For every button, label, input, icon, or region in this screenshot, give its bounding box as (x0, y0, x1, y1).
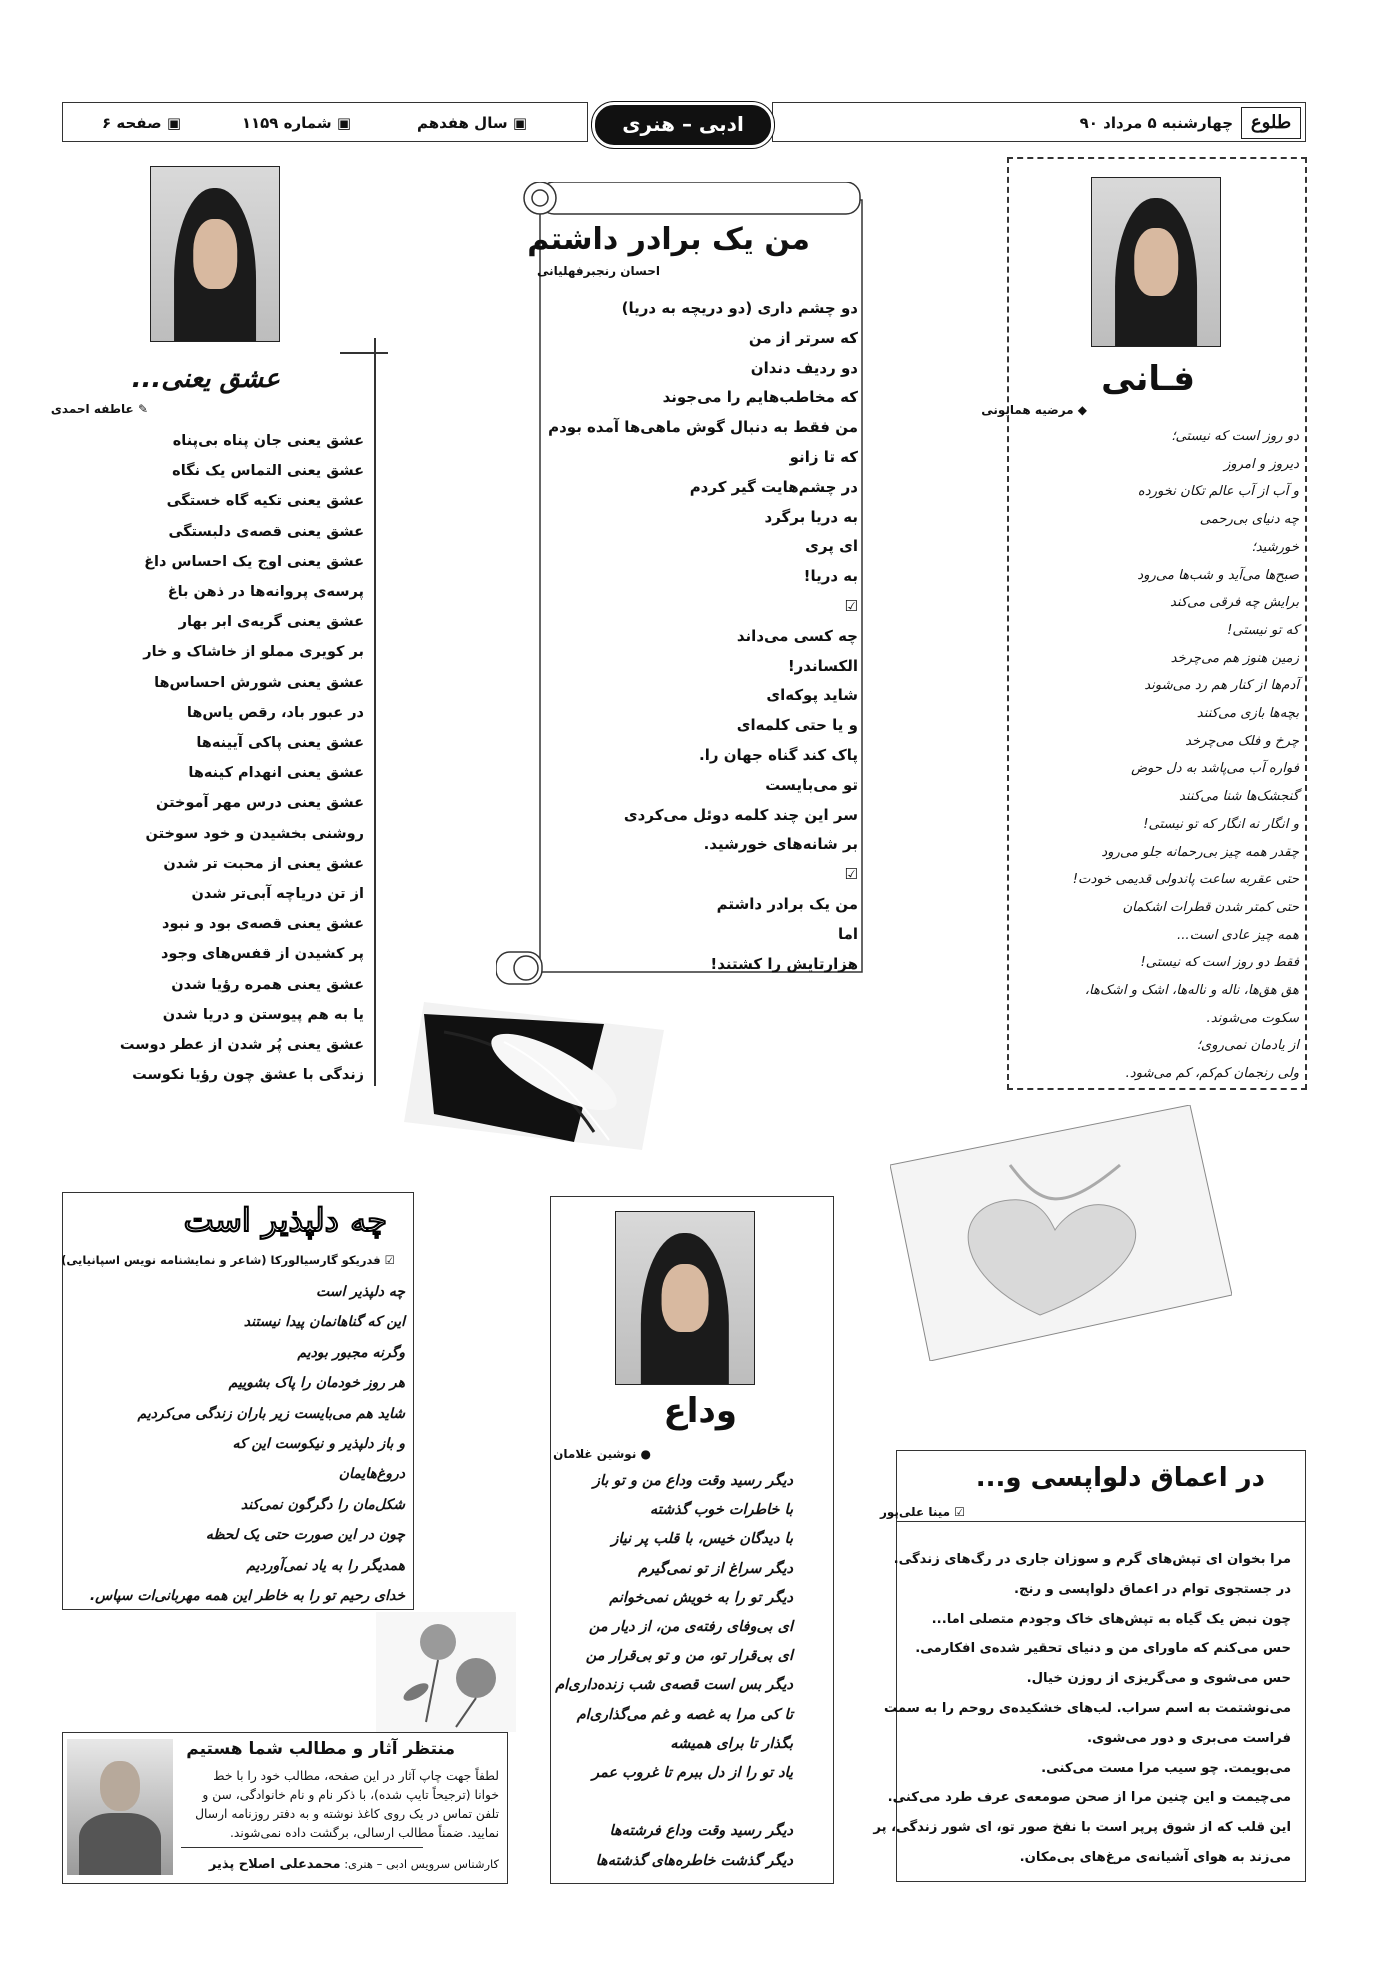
poem-line: شاید هم می‌بایست زیر باران زندگی می‌کردیم (137, 1405, 405, 1422)
poem-line: عشق یعنی قصه‌ی بود و نبود (162, 916, 364, 933)
poem-line: بر کویری مملو از خاشاک و خار (143, 644, 364, 661)
poem-line: حس می‌کنم که ماورای من و دنیای تحقیر شده‌ی افکارمی. (915, 1641, 1291, 1657)
poem-line: ای بی‌قرار تو، من و تو بی‌قرار من (585, 1648, 793, 1665)
poem-line: و باز دلپذیر و نیکوست این که (232, 1436, 405, 1453)
poem-line: با خاطرات خوب گذشته (649, 1502, 793, 1519)
poem-line: از یادمان نمی‌روی؛ (1196, 1038, 1299, 1054)
poem-line: عشق یعنی از محبت تر شدن (163, 855, 364, 872)
poem-line: چون در این صورت حتی یک لحظه (205, 1527, 405, 1544)
poem-line: هق هق‌ها، ناله و ناله‌ها، اشک و اشک‌ها، (1084, 983, 1299, 999)
poem-line: بگذار تا برای همیشه (670, 1735, 793, 1752)
roses-image (376, 1612, 516, 1732)
poem-line: با دیدگان خیس، با قلب پر نیاز (611, 1531, 793, 1548)
depths-divider (897, 1521, 1305, 1522)
poem-line: عشق یعنی جان پناه بی‌پناه (172, 433, 364, 449)
poem-line: شاید پوکه‌ای (766, 686, 858, 705)
fani-title: فـانی (1101, 359, 1195, 399)
poem-line: همدیگر را به یاد نمی‌آوردیم (246, 1557, 405, 1574)
fani-lines (1073, 423, 1299, 1088)
roses-drawing (376, 1612, 516, 1732)
header-page: ▣ صفحه ۶ (102, 114, 181, 132)
feather-image (404, 1002, 664, 1150)
notice-divider (181, 1847, 423, 1848)
brother-author: احسان رنجبرفهلیانی (536, 264, 660, 278)
poem-line: عشق یعنی گریه‌ی ابر بهار (178, 614, 364, 631)
depths-title: در اعماق دلواپسی و... (975, 1463, 1265, 1493)
poem-line: زندگی با عشق چون رؤیا نکوست (132, 1067, 364, 1084)
poem-line: وگرنه مجبور بودیم (297, 1344, 405, 1361)
farewell-author-name: نوشین غلامان (553, 1447, 637, 1461)
poem-line: دیگر تو را به خویش نمی‌خوانم (609, 1589, 793, 1606)
love-title: عشق یعنی... (131, 364, 280, 394)
poem-line: چه دلپذیر است (316, 1284, 405, 1300)
notice-footer-label: کارشناس سرویس ادبی – هنری: (344, 1857, 499, 1871)
notice-line: لطفاً جهت چاپ آثار در این صفحه، مطالب خود را با خط (213, 1769, 499, 1783)
poem-line: هر روز خودمان را پاک بشوییم (228, 1375, 405, 1392)
poem-line: عشق یعنی درس مهر آموختن (156, 795, 364, 812)
poem-line: دو چشم داری (دو دریچه به دریا) (621, 299, 858, 317)
poem-line: خدای رحیم تو را به خاطر این همه مهربانی‌ات سپاس. (89, 1588, 405, 1605)
poem-line: از تن دریاچه آبی‌تر شدن (191, 886, 364, 903)
poem-line: و یا حتی کلمه‌ای (736, 716, 858, 735)
poem-line: سکوت می‌شوند. (1206, 1010, 1299, 1026)
poem-line: تا کی مرا به غصه و غم می‌گذاری‌ام (576, 1706, 793, 1723)
poem-line: حتی کمتر شدن قطرات اشکمان (1122, 899, 1299, 915)
depths-author: ☑ مینا علی‌پور (879, 1505, 965, 1519)
poem-line: فراست می‌بری و دور می‌شوی. (1087, 1730, 1291, 1746)
poem-line: شکل‌مان را دگرگون نمی‌کند (240, 1496, 405, 1513)
poem-line: ای بی‌وفای رفته‌ی من، از دیار من (588, 1619, 793, 1636)
poem-line: بچه‌ها بازی می‌کنند (1196, 706, 1299, 722)
how-author-name: فدریکو گارسیالورکا (شاعر و نمایشنامه نویس اسپانیایی) (61, 1253, 381, 1267)
poem-line: عشق یعنی پاکی آیینه‌ها (196, 735, 364, 752)
poem-line: عشق یعنی التماس یک نگاه (172, 463, 364, 480)
issue-label: شماره ۱۱۵۹ (241, 114, 332, 132)
poem-line: برایش چه فرقی می‌کند (1169, 595, 1299, 611)
poem-line: عشق یعنی شورش احساس‌ها (154, 674, 364, 691)
poem-line: دیگر بس است قصه‌ی شب زنده‌داری‌ام (555, 1677, 793, 1694)
poem-line: تو می‌بایست (765, 775, 858, 794)
poem-line: عشق یعنی انهدام کینه‌ها (188, 765, 364, 782)
brother-scroll (496, 182, 880, 988)
poem-line: در عبور باد، رقص یاس‌ها (186, 704, 364, 721)
poem-line: آدم‌ها از کنار هم رد می‌شوند (1144, 678, 1299, 694)
poem-line: صبح‌ها می‌آید و شب‌ها می‌رود (1137, 567, 1299, 583)
love-rule-vertical (374, 338, 376, 1086)
face-shape (193, 219, 237, 289)
poem-line: دیگر رسید وقت وداع فرشته‌ها (609, 1823, 793, 1840)
poem-line: دروغ‌هایمان (338, 1466, 405, 1483)
poem-line: فواره آب می‌پاشد به دل حوض (1131, 761, 1299, 777)
header-left-box (62, 102, 588, 142)
header-right-box (772, 102, 1306, 142)
poem-line: سر این چند کلمه دوئل می‌کردی (623, 805, 858, 824)
poem-line: عشق یعنی اوج یک احساس داغ (144, 553, 364, 570)
poem-line: دو روز است که نیستی؛ (1171, 429, 1299, 444)
poem-line: زمین هنوز هم می‌چرخد (1170, 650, 1299, 666)
how-title: چه دلپذیر است (183, 1201, 387, 1239)
poem-line: دیگر گذشت خاطره‌های گذشته‌ها (595, 1852, 793, 1869)
poem-line: گنجشک‌ها شنا می‌کنند (1179, 789, 1299, 805)
poem-line: دیروز و امروز (1223, 456, 1299, 472)
header-date: چهارشنبه ۵ مرداد ۹۰ (1079, 114, 1233, 132)
feather-drawing (404, 1002, 664, 1150)
poem-line: ولی رنجمان کم‌کم، کم می‌شود. (1125, 1066, 1299, 1082)
poem-line: و آب از آب عالم تکان نخورده (1137, 484, 1299, 500)
notice-footer-name: محمدعلی اصلاح پذیر (208, 1857, 341, 1872)
love-author-name: عاطفه احمدی (50, 402, 134, 416)
farewell-author: ● نوشین غلامان (553, 1447, 651, 1461)
notice-box (62, 1732, 508, 1884)
notice-body (195, 1767, 499, 1843)
poem-line: به دریا برگرد (764, 507, 858, 526)
poem-line: چرخ و فلک می‌چرخد (1185, 733, 1299, 749)
poem-line: دیگر سراغ از تو نمی‌گیرم (638, 1560, 793, 1577)
poem-line: چقدر همه چیز بی‌رحمانه جلو می‌رود (1101, 844, 1299, 860)
poem-line: دو ردیف دندان (750, 358, 858, 377)
poem-line: ای پری (805, 537, 858, 556)
love-lines (120, 426, 364, 1090)
poem-line: که تا زانو (789, 447, 858, 466)
poem-line: اما (837, 924, 858, 943)
notice-line: خوانا (ترجیحاً تایپ شده)، با ذکر نام و نام خانوادگی، سن و (202, 1788, 499, 1802)
poem-line: پرسه‌ی پروانه‌ها در ذهن باغ (167, 584, 364, 601)
poem-line: فقط دو روز است که نیستی! (1140, 955, 1299, 971)
poem-line: یا به هم پیوستن و دریا شدن (162, 1006, 364, 1023)
section-banner: ادبی – هنری (592, 102, 774, 148)
poem-line: این قلب که از شوق پرپر است با نفخ صور تو، ای شور زندگی، پر (873, 1820, 1291, 1836)
poem-line: چه کسی می‌داند (736, 626, 858, 645)
editor-photo (67, 1739, 173, 1875)
heart-image (890, 1105, 1232, 1361)
heart-drawing (890, 1105, 1232, 1361)
depths-author-name: مینا علی‌پور (879, 1505, 951, 1519)
notice-title: منتظر آثار و مطالب شما هستیم (186, 1739, 455, 1759)
header-year: ▣ سال هفدهم (416, 114, 527, 132)
editor-body (79, 1813, 161, 1875)
poem-line: ☑ (844, 865, 858, 884)
fani-box (981, 157, 1307, 1090)
notice-footer (209, 1857, 499, 1872)
poem-line: در چشم‌هایت گیر کردم (689, 477, 858, 496)
poem-line: حتی عقربه ساعت پاندولی قدیمی خودت! (1072, 872, 1299, 888)
poem-line: چه دنیای بی‌رحمی (1199, 512, 1299, 528)
fani-author: ◆ مرضیه همایونی (981, 403, 1087, 417)
poem-line: عشق یعنی قصه‌ی دلبستگی (168, 523, 364, 540)
notice-line: تلفن تماس در یک روی کاغذ نوشته و به دفتر روزنامه ارسال (195, 1807, 499, 1821)
poem-line: عشق یعنی همره رؤیا شدن (171, 976, 364, 993)
how-box (62, 1192, 414, 1610)
poem-line: من فقط به دنبال گوش ماهی‌ها آمده بودم (548, 418, 858, 437)
poem-line: می‌زند به هوای آشیانه‌ی مرغ‌های بی‌مکان. (1019, 1849, 1291, 1865)
poem-line: که سرتر از من (748, 328, 858, 347)
poem-line: می‌چیمت و این چنین مرا از صحن صومعه‌ی عرف طرد می‌کنی. (887, 1790, 1291, 1806)
poem-line: عشق یعنی تکیه گاه خستگی (166, 493, 364, 510)
poem-line: که مخاطب‌هایم را می‌جوند (662, 388, 858, 407)
love-author-photo (150, 166, 280, 342)
editor-head (100, 1761, 140, 1811)
brother-lines (548, 294, 858, 979)
fani-author-photo (1091, 177, 1221, 347)
poem-line: چون نبض یک گیاه به تپش‌های خاک وجودم متصلی اما... (931, 1611, 1291, 1627)
poem-line: من یک برادر داشتم (716, 894, 858, 913)
poem-line: این که گناهانمان پیدا نیستند (243, 1314, 405, 1331)
poem-line: مرا بخوان ای تپش‌های گرم و سوزان جاری در رگ‌های زندگی. (893, 1552, 1291, 1567)
poem-line: ☑ (844, 596, 858, 615)
love-rule-horizontal (340, 352, 388, 354)
poem-line: بر شانه‌های خورشید. (703, 835, 858, 854)
year-label: سال هفدهم (416, 114, 508, 132)
fani-author-name: مرضیه همایونی (981, 403, 1074, 417)
poem-line: که تو نیستی! (1227, 622, 1299, 638)
face-shape (1134, 228, 1178, 295)
poem-line: همه چیز عادی است... (1177, 927, 1299, 943)
poem-line: روشنی بخشیدن و خود سوختن (145, 825, 364, 842)
poem-line: و انگار نه انگار که تو نیستی! (1143, 816, 1299, 832)
farewell-box (550, 1196, 834, 1884)
how-author: ☑ فدریکو گارسیالورکا (شاعر و نمایشنامه نویس اسپانیایی) (61, 1253, 395, 1267)
depths-box (873, 1450, 1306, 1882)
farewell-title: وداع (663, 1391, 737, 1431)
poem-line: خورشید؛ (1251, 539, 1299, 555)
poem-line: دیگر رسید وقت وداع من و تو باز (592, 1473, 793, 1489)
newspaper-logo: طلوع (1241, 107, 1301, 139)
poem-line: پاک کند گناه جهان را. (699, 745, 858, 764)
face-shape (662, 1264, 709, 1333)
poem-line: در جستجوی توام در اعماق دلواپسی و رنج. (1013, 1581, 1291, 1597)
farewell-lines (555, 1467, 793, 1876)
brother-title: من یک برادر داشتم (527, 222, 810, 257)
poem-line: هزارتایش را کشتند! (710, 954, 858, 973)
love-author: ✎ عاطفه احمدی (50, 402, 148, 416)
poem-line: پر کشیدن از قفس‌های وجود (160, 946, 364, 963)
notice-line: نمایید. ضمناً مطالب ارسالی، برگشت داده نمی‌شوند. (230, 1826, 499, 1840)
farewell-author-photo (615, 1211, 755, 1385)
depths-lines (873, 1545, 1291, 1873)
how-lines (90, 1277, 405, 1611)
poem-line: الکساندر! (787, 656, 858, 675)
page-label: صفحه ۶ (102, 114, 162, 132)
header-issue: ▣ شماره ۱۱۵۹ (241, 114, 351, 132)
poem-line: می‌بویمت. چو سیب مرا مست می‌کنی. (1041, 1760, 1291, 1776)
poem-line: به دریا! (803, 567, 858, 586)
poem-line: یاد تو را از دل ببرم تا غروب عمر (592, 1765, 793, 1782)
poem-line: می‌نوشتمت به اسم سراب. لب‌های خشکیده‌ی روحم را به سمت (884, 1700, 1291, 1716)
poem-line: حس می‌شوی و می‌گریزی از روزن خیال. (1026, 1671, 1291, 1687)
poem-line: عشق یعنی پُر شدن از عطر دوست (119, 1037, 364, 1054)
poem-line (555, 1788, 793, 1817)
